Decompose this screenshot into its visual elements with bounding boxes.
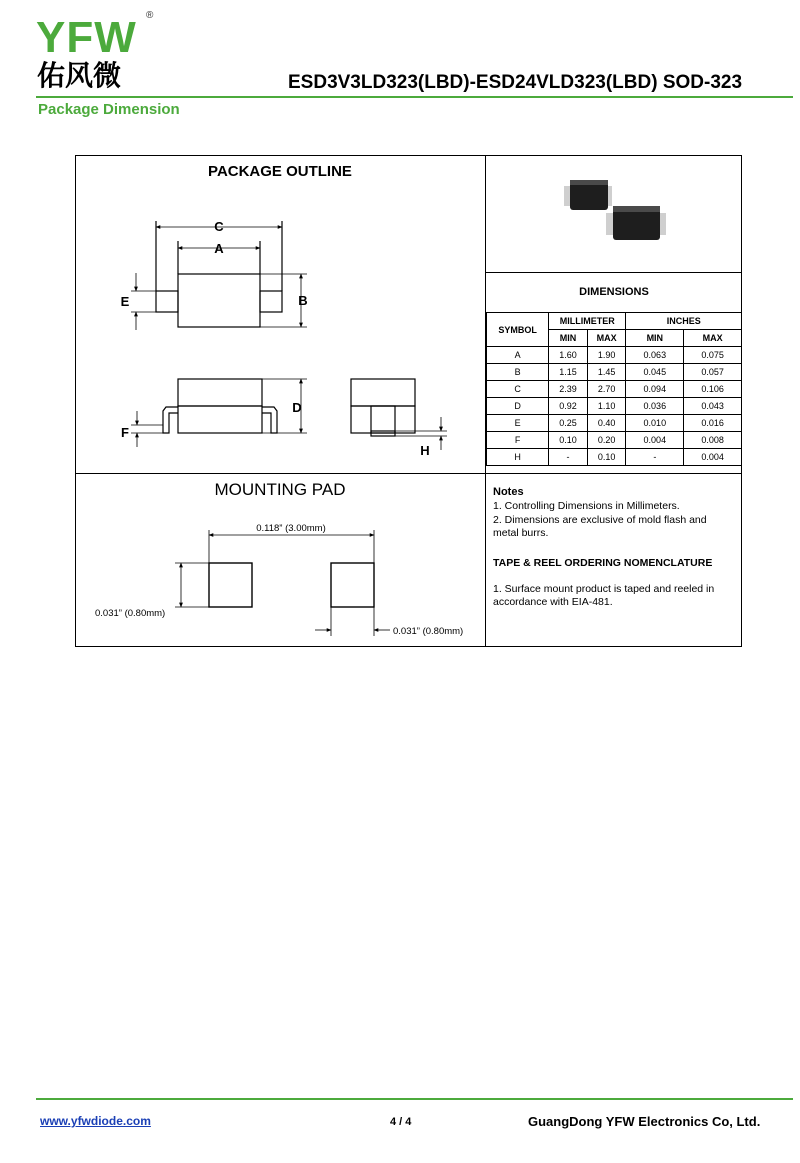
company-name: GuangDong YFW Electronics Co, Ltd. [528, 1114, 761, 1129]
cell-mm-max: 1.90 [587, 347, 626, 364]
package-outline-title: PACKAGE OUTLINE [208, 163, 352, 180]
cell-mm-max: 0.20 [587, 432, 626, 449]
cell-in-max: 0.106 [684, 381, 742, 398]
cell-mm-max: 0.40 [587, 415, 626, 432]
cell-in-max: 0.043 [684, 398, 742, 415]
cell-symbol: E [487, 415, 549, 432]
note-2: 2. Dimensions are exclusive of mold flash and metal burrs. [493, 514, 707, 539]
cell-in-min: 0.036 [626, 398, 684, 415]
mounting-pad-title: MOUNTING PAD [214, 480, 346, 499]
cell-symbol: F [487, 432, 549, 449]
cell-mm-max: 0.10 [587, 449, 626, 466]
table-row [487, 347, 742, 364]
package-photo [486, 156, 742, 272]
mounting-pad-drawing [75, 474, 485, 646]
table-row [487, 364, 742, 381]
table-row [487, 449, 742, 466]
cell-in-min: 0.063 [626, 347, 684, 364]
cell-mm-min: 1.60 [549, 347, 588, 364]
cell-in-max: 0.057 [684, 364, 742, 381]
cell-mm-max: 2.70 [587, 381, 626, 398]
logo-chinese: 佑风微 [37, 59, 122, 92]
label-c: C [214, 219, 224, 234]
cell-in-max: 0.016 [684, 415, 742, 432]
cell-symbol: B [487, 364, 549, 381]
cell-in-min: 0.004 [626, 432, 684, 449]
label-e: E [120, 294, 130, 309]
table-row [487, 381, 742, 398]
pad-height-label: 0.031” (0.80mm) [95, 608, 166, 619]
registered-mark: ® [146, 10, 154, 21]
cell-in-min: - [626, 449, 684, 466]
cell-symbol: A [487, 347, 549, 364]
pad-left [209, 563, 252, 607]
cell-symbol: H [487, 449, 549, 466]
mm-min-header: MIN [549, 330, 588, 347]
in-max-header: MAX [684, 330, 742, 347]
tape-reel-note: 1. Surface mount product is taped and reeled in accordance with EIA-481. [493, 583, 715, 608]
label-h: H [420, 443, 430, 458]
section-label: Package Dimension [38, 101, 180, 118]
label-f: F [121, 425, 129, 440]
footer-divider [36, 1098, 793, 1100]
mm-max-header: MAX [587, 330, 626, 347]
cell-mm-min: 0.10 [549, 432, 588, 449]
dimensions-title: DIMENSIONS [579, 286, 649, 298]
page-number: 4 / 4 [390, 1116, 412, 1128]
cell-symbol: D [487, 398, 549, 415]
cell-mm-min: 0.25 [549, 415, 588, 432]
label-b: B [298, 293, 308, 308]
inches-header: INCHES [626, 313, 742, 330]
photo-divider [485, 272, 742, 273]
cell-in-min: 0.010 [626, 415, 684, 432]
cell-mm-max: 1.45 [587, 364, 626, 381]
document-title: ESD3V3LD323(LBD)-ESD24VLD323(LBD) SOD-323 [288, 72, 743, 93]
table-row [487, 398, 742, 415]
component-small [564, 180, 612, 210]
logo-letters: YFW [36, 13, 137, 62]
cell-in-max: 0.075 [684, 347, 742, 364]
pad-right [331, 563, 374, 607]
cell-symbol: C [487, 381, 549, 398]
in-min-header: MIN [626, 330, 684, 347]
cell-in-min: 0.045 [626, 364, 684, 381]
millimeter-header: MILLIMETER [549, 313, 626, 330]
note-1: 1. Controlling Dimensions in Millimeters. [493, 500, 680, 512]
cell-in-max: 0.004 [684, 449, 742, 466]
pad-width-label: 0.118” (3.00mm) [256, 523, 326, 534]
cell-mm-min: 0.92 [549, 398, 588, 415]
cell-mm-min: 2.39 [549, 381, 588, 398]
cell-in-min: 0.094 [626, 381, 684, 398]
table-row [487, 432, 742, 449]
website-link[interactable]: www.yfwdiode.com [40, 1114, 151, 1128]
cell-mm-min: - [549, 449, 588, 466]
cell-in-max: 0.008 [684, 432, 742, 449]
label-a: A [214, 241, 224, 256]
component-large [606, 206, 666, 240]
header-divider [36, 96, 793, 98]
package-outline-drawing [75, 155, 485, 473]
symbol-header: SYMBOL [487, 313, 549, 347]
dimensions-table [486, 312, 742, 466]
tape-reel-title: TAPE & REEL ORDERING NOMENCLATURE [493, 557, 713, 569]
notes-title: Notes [493, 486, 524, 498]
label-d: D [292, 400, 302, 415]
pad-size-label: 0.031” (0.80mm) [393, 626, 464, 637]
table-row [487, 415, 742, 432]
cell-mm-max: 1.10 [587, 398, 626, 415]
cell-mm-min: 1.15 [549, 364, 588, 381]
